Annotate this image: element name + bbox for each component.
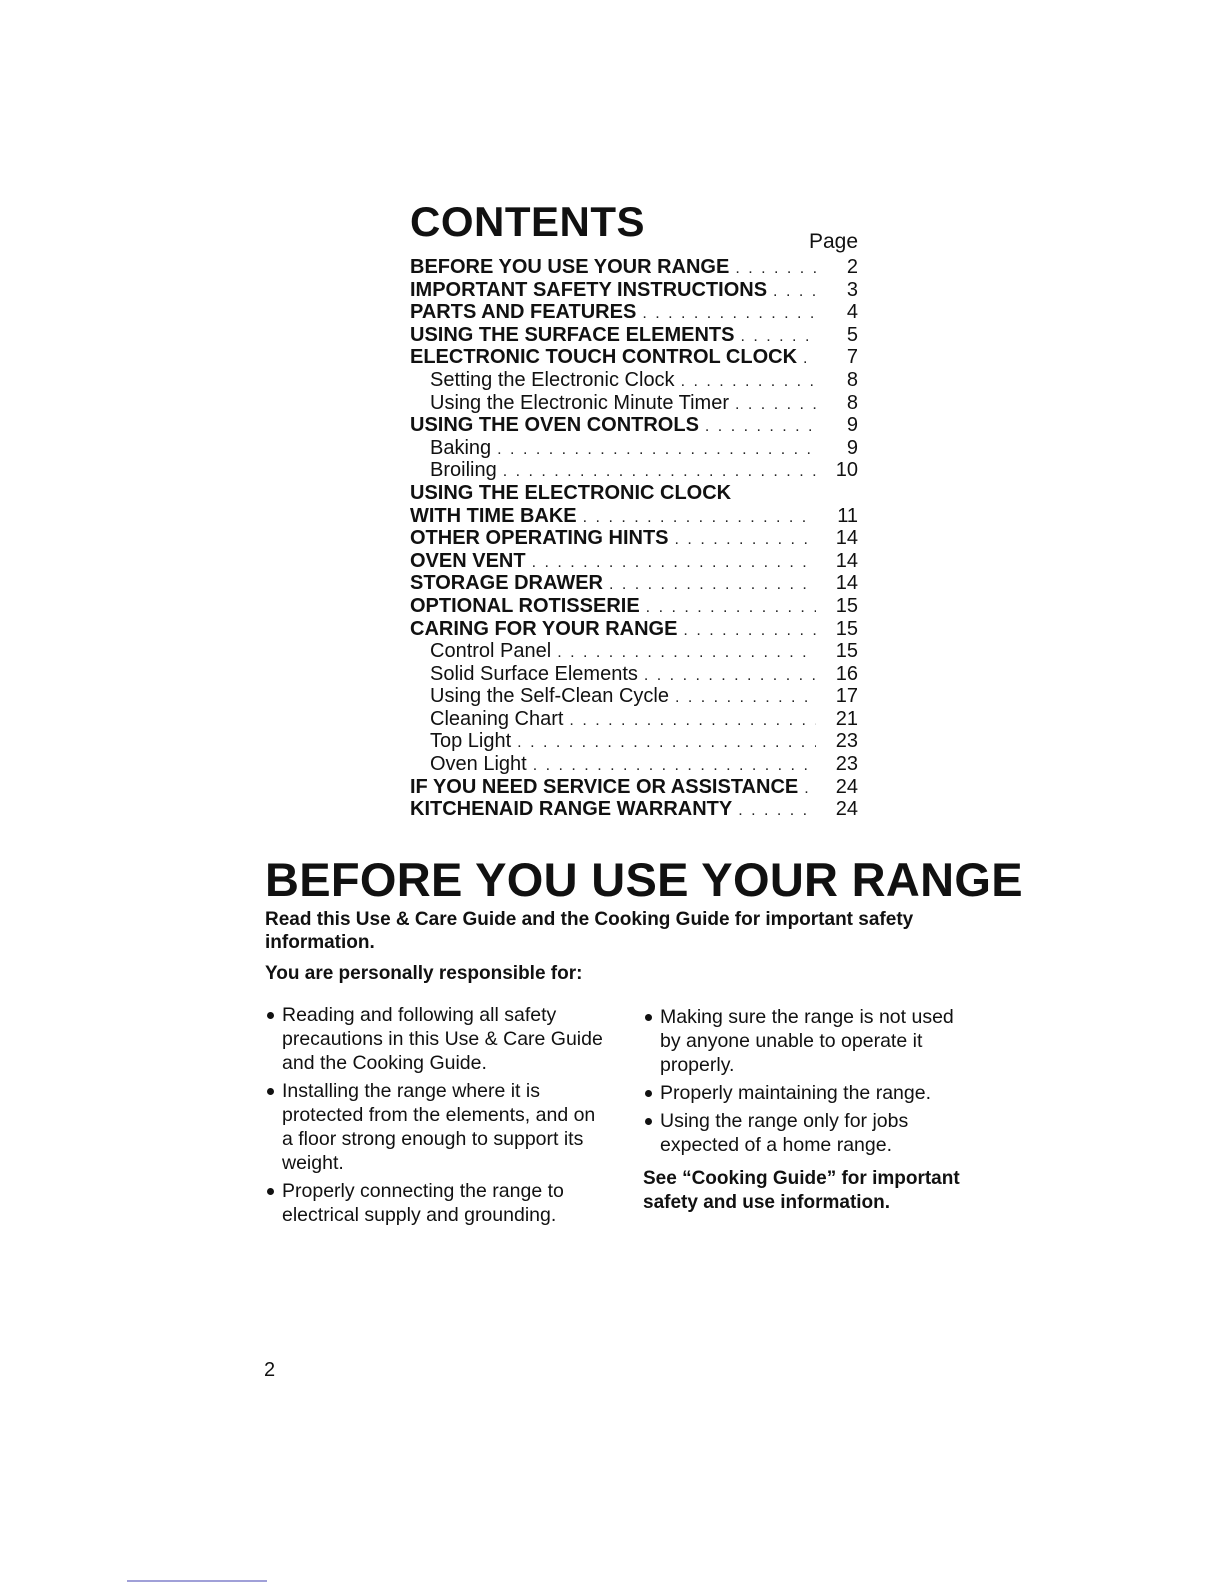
dot-leader	[503, 461, 816, 484]
toc-entry-label: Using the Electronic Minute Timer	[430, 391, 730, 414]
toc-entry-page: 10	[835, 459, 858, 482]
toc-subentry	[410, 640, 858, 663]
bullet-icon	[645, 1090, 652, 1097]
table-of-contents	[410, 198, 858, 821]
toc-entry-page: 5	[846, 323, 858, 346]
list-item-text: Properly maintaining the range.	[660, 1082, 931, 1104]
toc-entry	[410, 527, 858, 550]
toc-entry-label: CARING FOR YOUR RANGE	[410, 617, 678, 640]
bullet-icon	[267, 1188, 274, 1195]
intro-paragraph: Read this Use & Care Guide and the Cooking Guide for important safety information.	[265, 909, 914, 953]
toc-entry	[410, 324, 858, 347]
toc-entry-label: OVEN VENT	[410, 549, 526, 572]
list-item-text: Properly connecting the range to electrical supply and grounding.	[282, 1180, 564, 1226]
dot-leader	[533, 755, 816, 778]
responsibility-heading: You are personally responsible for:	[265, 963, 583, 984]
list-item	[265, 1079, 605, 1175]
toc-entry-label: Solid Surface Elements	[430, 662, 638, 685]
toc-entry-label: BEFORE YOU USE YOUR RANGE	[410, 256, 730, 278]
dot-leader	[683, 620, 816, 643]
bullet-icon	[645, 1014, 652, 1021]
bullet-icon	[267, 1012, 274, 1019]
toc-subentry	[410, 708, 858, 731]
toc-entry-page: 8	[846, 368, 858, 391]
toc-entry	[410, 595, 858, 618]
page-column-label: Page	[808, 230, 858, 253]
section-heading: BEFORE YOU USE YOUR RANGE	[265, 853, 1023, 906]
toc-entry-page: 24	[835, 798, 858, 821]
toc-entry-page: 14	[835, 549, 858, 572]
dot-leader	[681, 371, 816, 394]
toc-entry	[410, 279, 858, 302]
toc-entry-page: 15	[835, 594, 858, 617]
toc-subentry	[410, 730, 858, 753]
toc-entry-label: ELECTRONIC TOUCH CONTROL CLOCK	[410, 346, 798, 369]
list-item	[643, 1081, 973, 1105]
cooking-guide-note: See “Cooking Guide” for important safety and use information.	[643, 1168, 960, 1213]
toc-entry-label: Using the Self-Clean Cycle	[430, 685, 669, 708]
toc-entry-label: WITH TIME BAKE	[410, 504, 577, 527]
toc-subentry	[410, 663, 858, 686]
dot-leader	[569, 710, 816, 733]
dot-leader	[705, 416, 816, 439]
toc-entry-label: Control Panel	[430, 640, 552, 663]
toc-entry	[410, 776, 858, 799]
dot-leader	[675, 529, 816, 552]
list-item-text: Installing the range where it is protected from the elements, and on a floor strong enough to support its weight.	[282, 1080, 596, 1174]
toc-entry	[410, 256, 858, 279]
toc-entry-label: OTHER OPERATING HINTS	[410, 527, 669, 550]
toc-entry-label: Baking	[430, 436, 492, 459]
dot-leader	[735, 258, 816, 281]
dot-leader	[738, 800, 816, 823]
toc-entry	[410, 301, 858, 324]
toc-entry-page: 15	[835, 617, 858, 640]
toc-subentry	[410, 459, 858, 482]
dot-leader	[735, 394, 816, 417]
toc-entry-page: 14	[835, 572, 858, 595]
toc-entry-label: USING THE OVEN CONTROLS	[410, 414, 699, 437]
toc-entry	[410, 505, 858, 528]
toc-subentry	[410, 753, 858, 776]
dot-leader	[804, 778, 816, 801]
toc-entry-page: 16	[835, 662, 858, 685]
toc-entry	[410, 618, 858, 641]
toc-entry-page: 11	[837, 504, 858, 527]
page-number: 2	[264, 1359, 276, 1381]
toc-subentry	[410, 437, 858, 460]
toc-entry-label: Setting the Electronic Clock	[430, 368, 675, 391]
toc-entry-label: KITCHENAID RANGE WARRANTY	[410, 798, 733, 821]
toc-entry-label: Top Light	[430, 730, 512, 753]
toc-subentry	[410, 685, 858, 708]
dot-leader	[642, 303, 816, 326]
dot-leader	[583, 507, 816, 530]
toc-entry-label: Broiling	[430, 459, 497, 482]
dot-leader	[773, 281, 816, 304]
bullet-icon	[645, 1118, 652, 1125]
toc-entry-page: 4	[846, 301, 858, 324]
toc-entry-label: OPTIONAL ROTISSERIE	[410, 594, 640, 617]
toc-entry-page: 21	[835, 707, 858, 730]
toc-entry-page: 23	[835, 753, 858, 776]
list-item	[643, 1109, 973, 1157]
toc-entry-label: USING THE SURFACE ELEMENTS	[410, 323, 735, 346]
toc-header	[410, 198, 858, 256]
toc-entry-page: 9	[846, 436, 858, 459]
dot-leader	[644, 665, 816, 688]
dot-leader	[557, 642, 816, 665]
list-item-text: Making sure the range is not used by anyone unable to operate it properly.	[660, 1006, 954, 1076]
dot-leader	[497, 439, 816, 462]
dot-leader	[517, 732, 816, 755]
toc-entry-label: STORAGE DRAWER	[410, 572, 603, 595]
bullet-icon	[267, 1088, 274, 1095]
toc-entry-label: IMPORTANT SAFETY INSTRUCTIONS	[410, 278, 768, 301]
list-item	[265, 1003, 605, 1075]
toc-entry	[410, 346, 858, 369]
toc-entry-label: IF YOU NEED SERVICE OR ASSISTANCE	[410, 775, 799, 798]
toc-entry-page: 7	[846, 346, 858, 369]
toc-entry-page: 15	[835, 640, 858, 663]
list-item	[643, 1005, 973, 1077]
dot-leader	[646, 597, 816, 620]
dot-leader	[609, 574, 816, 597]
dot-leader	[803, 348, 816, 371]
toc-entry-page: 8	[846, 391, 858, 414]
toc-entry-page: 9	[846, 414, 858, 437]
toc-subentry	[410, 392, 858, 415]
toc-entry-label: USING THE ELECTRONIC CLOCK	[410, 481, 732, 504]
left-bullet-list	[265, 1003, 605, 1231]
toc-entry-page: 3	[846, 278, 858, 301]
toc-subentry	[410, 369, 858, 392]
toc-entry	[410, 550, 858, 573]
list-item-text: Using the range only for jobs expected of a home range.	[660, 1110, 909, 1156]
toc-entry	[410, 798, 858, 821]
list-item	[265, 1179, 605, 1227]
dot-leader	[675, 687, 816, 710]
right-bullet-list	[643, 1005, 973, 1215]
toc-entry-label: Cleaning Chart	[430, 707, 564, 730]
toc-entry-page: 17	[835, 685, 858, 708]
toc-entry	[410, 414, 858, 437]
toc-entry-page: 2	[846, 256, 858, 278]
contents-title: CONTENTS	[410, 198, 645, 245]
scan-artifact-line	[127, 1580, 267, 1582]
dot-leader	[740, 326, 816, 349]
dot-leader	[532, 552, 816, 575]
toc-entry-page: 24	[835, 775, 858, 798]
list-item-text: Reading and following all safety precautions in this Use & Care Guide and the Cooking Guide.	[282, 1004, 603, 1074]
toc-entry-page: 23	[835, 730, 858, 753]
toc-entry-label: Oven Light	[430, 753, 527, 776]
toc-entry-page: 14	[835, 527, 858, 550]
toc-entry-label: PARTS AND FEATURES	[410, 301, 637, 324]
toc-entry	[410, 572, 858, 595]
toc-entry	[410, 482, 858, 505]
